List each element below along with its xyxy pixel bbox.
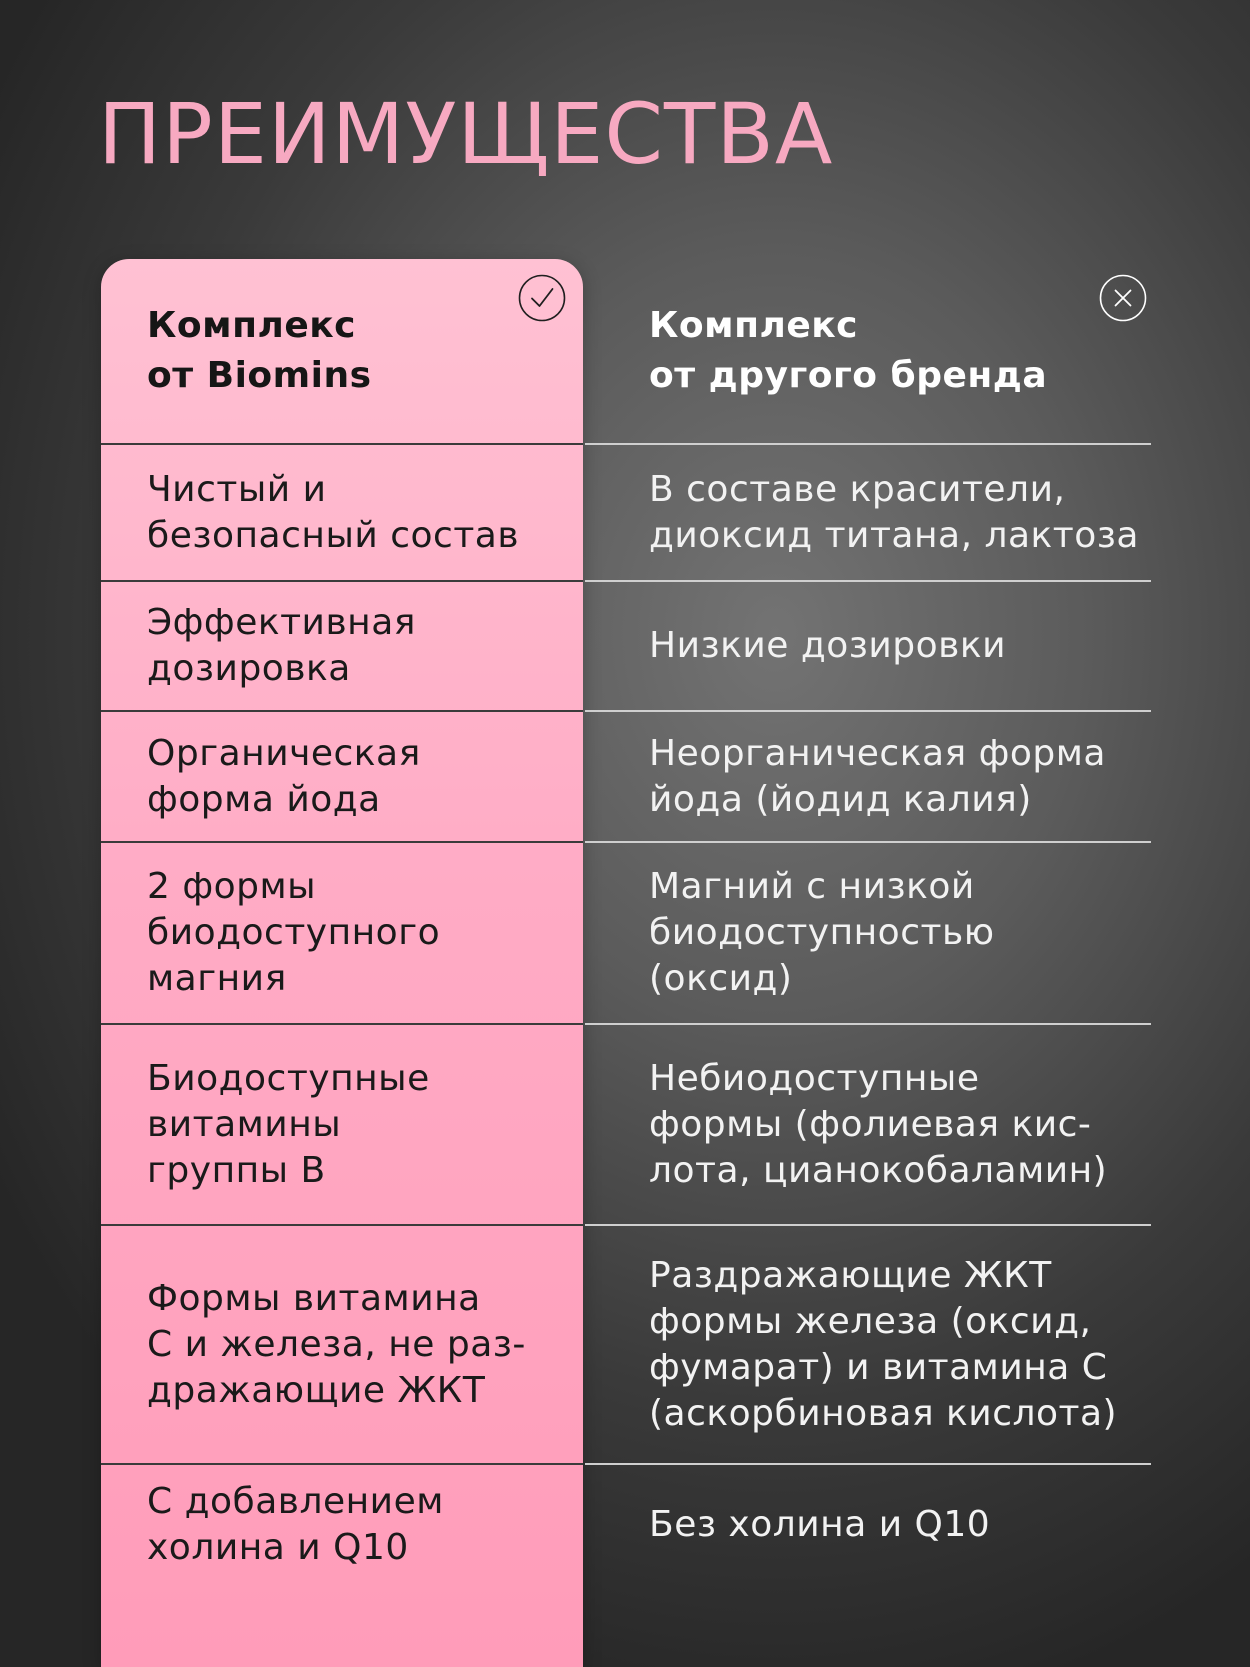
cell-line: формы (фолиевая кис- — [649, 1103, 1092, 1145]
cell-line: витамины — [147, 1103, 342, 1145]
cell-line: диоксид титана, лактоза — [649, 514, 1139, 556]
check-circle-icon — [518, 274, 566, 322]
cell-line: Эффективная — [147, 602, 416, 643]
header-biomins-line: от Biomins — [147, 355, 372, 396]
biomins-cell — [147, 582, 567, 710]
other-brand-cell — [649, 1465, 1149, 1585]
cell-line: лота, цианокобаламин) — [649, 1149, 1108, 1191]
cell-line: С добавлением — [147, 1481, 444, 1522]
page-title: ПРЕИМУЩЕСТВА — [98, 85, 834, 183]
table-row — [101, 1025, 1151, 1224]
cell-line: Раздражающие ЖКТ — [649, 1254, 1052, 1296]
cell-line: безопасный состав — [147, 514, 520, 556]
header-biomins — [147, 259, 567, 443]
cell-line: биодоступностью (оксид) — [649, 912, 995, 999]
table-row — [101, 712, 1151, 841]
cell-line: йода (йодид калия) — [649, 778, 1032, 820]
biomins-cell — [147, 1465, 567, 1585]
biomins-cell — [147, 843, 567, 1023]
biomins-cell — [147, 712, 567, 841]
cell-line: дозировка — [147, 648, 351, 689]
cell-line: холина и Q10 — [147, 1527, 409, 1568]
comparison-table — [101, 259, 1151, 1667]
table-row — [101, 843, 1151, 1023]
cell-line: С и железа, не раз- — [147, 1323, 526, 1365]
cell-line: 2 формы — [147, 866, 317, 907]
table-row — [101, 1226, 1151, 1463]
cell-line: группы В — [147, 1149, 326, 1191]
cell-line: Без холина и Q10 — [649, 1504, 991, 1545]
cell-line: Органическая — [147, 732, 421, 774]
cell-line: формы железа (оксид, — [649, 1300, 1092, 1342]
cell-line: Неорганическая форма — [649, 732, 1106, 774]
cell-line: Небиодоступные — [649, 1057, 980, 1099]
other-brand-cell — [649, 843, 1149, 1023]
cell-line: фумарат) и витамина С — [649, 1346, 1108, 1388]
cell-line: Низкие дозировки — [649, 625, 1007, 666]
cell-line: Формы витамина — [147, 1277, 481, 1319]
header-biomins-line: Комплекс — [147, 305, 357, 346]
biomins-cell — [147, 1226, 567, 1463]
cell-line: магния — [147, 958, 287, 999]
table-row — [101, 582, 1151, 710]
biomins-cell — [147, 445, 567, 580]
other-brand-cell — [649, 445, 1149, 580]
header-other-line: Комплекс — [649, 305, 859, 346]
cell-line: форма йода — [147, 778, 381, 820]
table-header — [101, 259, 1151, 443]
cell-line: Магний с низкой — [649, 866, 975, 907]
table-row — [101, 445, 1151, 580]
close-circle-icon — [1099, 274, 1147, 322]
header-other-line: от другого бренда — [649, 355, 1048, 396]
cell-line: В составе красители, — [649, 468, 1066, 510]
header-other-brand — [649, 259, 1149, 443]
other-brand-cell — [649, 1226, 1149, 1463]
other-brand-cell — [649, 712, 1149, 841]
cell-line: (аскорбиновая кислота) — [649, 1392, 1118, 1434]
biomins-cell — [147, 1025, 567, 1224]
cell-line: биодоступного — [147, 912, 441, 953]
other-brand-cell — [649, 1025, 1149, 1224]
table-row — [101, 1465, 1151, 1585]
cell-line: Чистый и — [147, 468, 327, 510]
cell-line: дражающие ЖКТ — [147, 1369, 486, 1411]
other-brand-cell — [649, 582, 1149, 710]
cell-line: Биодоступные — [147, 1057, 430, 1099]
